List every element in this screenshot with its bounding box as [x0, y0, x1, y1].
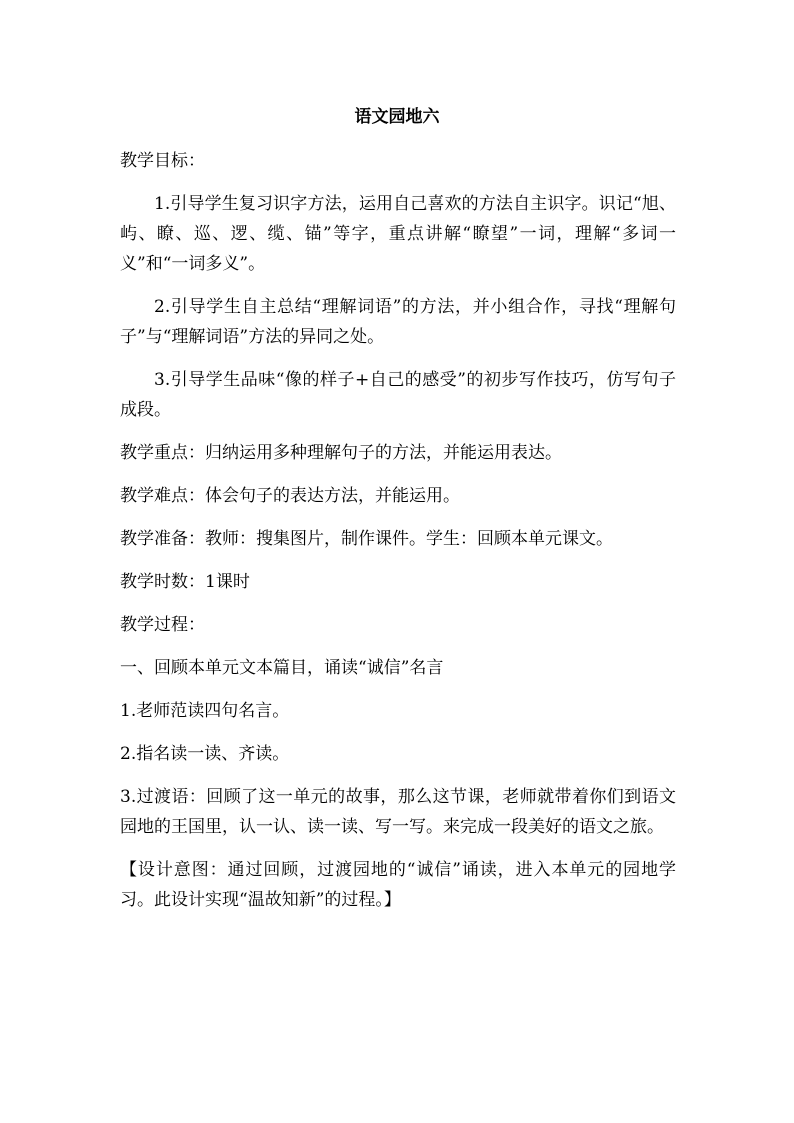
- objective-item-3: 3.引导学生品味“像的样子+自己的感受”的初步写作技巧，仿写句子成段。: [120, 370, 676, 420]
- objective-item-1: 1.引导学生复习识字方法，运用自己喜欢的方法自主识字。识记“旭、屿、瞭、巡、逻、缆、锚”等字，重点讲解“瞭望”一词，理解“多词一义”和“一词多义”。: [120, 194, 676, 274]
- process-item-1: 1.老师范读四句名言。: [120, 701, 290, 721]
- objective-item-2: 2.引导学生自主总结“理解词语”的方法，并小组合作，寻找“理解句子”与“理解词语”方法的异同之处。: [120, 297, 676, 347]
- section-heading-process: 教学过程：: [120, 615, 205, 635]
- design-intent-note: 【设计意图：通过回顾，过渡园地的“诚信”诵读，进入本单元的园地学习。此设计实现“温故知新”的过程。】: [120, 860, 676, 910]
- teaching-difficulty: 教学难点：体会句子的表达方法，并能运用。: [120, 486, 460, 506]
- teaching-key-point: 教学重点：归纳运用多种理解句子的方法，并能运用表达。: [120, 443, 562, 463]
- teaching-hours: 教学时数：1课时: [120, 572, 250, 592]
- teaching-preparation: 教学准备：教师：搜集图片，制作课件。学生：回顾本单元课文。: [120, 529, 613, 549]
- process-item-3: 3.过渡语：回顾了这一单元的故事，那么这节课，老师就带着你们到语文园地的王国里，认一认、读一读、写一写。来完成一段美好的语文之旅。: [120, 787, 676, 837]
- document-body: [120, 146, 676, 928]
- process-item-2: 2.指名读一读、齐读。: [120, 744, 290, 764]
- document-title: 语文园地六: [354, 107, 440, 127]
- section-heading-objectives: 教学目标：: [120, 151, 205, 171]
- process-step-1-heading: 一、回顾本单元文本篇目，诵读“诚信”名言: [120, 658, 444, 678]
